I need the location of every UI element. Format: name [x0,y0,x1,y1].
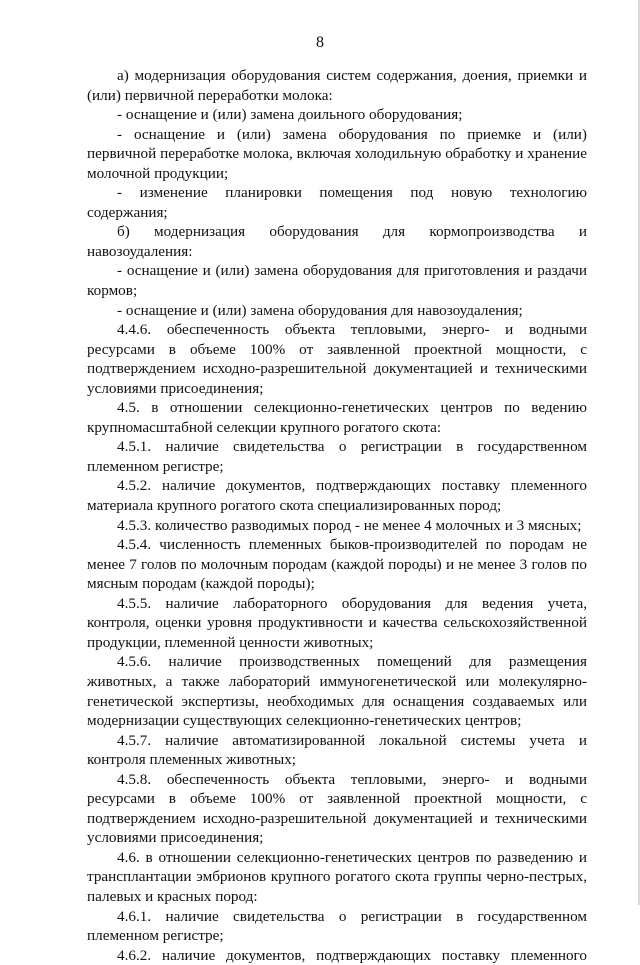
paragraph: а) модернизация оборудования систем содержания, доения, приемки и (или) первичной переработки молока: [87,67,587,104]
paragraph: - оснащение и (или) замена оборудования для навозоудаления; [117,301,523,319]
paragraph: 4.6.1. наличие свидетельства о регистрации в государственном племенном регистре; [87,907,587,945]
paragraph: 4.5.3. количество разводимых пород - не менее 4 молочных и 3 мясных; [117,516,582,534]
paragraph: - изменение планировки помещения под новую технологию содержания; [87,184,587,221]
document-body [87,66,587,965]
paragraph: - оснащение и (или) замена оборудования по приемке и (или) первичной переработке молока, включая холодильную обработку и хранение молочной продукции; [87,125,587,182]
paragraph: 4.5.8. обеспеченность объекта тепловыми, энерго- и водными ресурсами в объеме 100% от заявленной проектной мощности, с подтверждением исходно-разрешительной документацией и техническими условиями присоединения; [87,770,587,847]
page-number: 8 [316,34,324,51]
paragraph: 4.4.6. обеспеченность объекта тепловыми, энерго- и водными ресурсами в объеме 100% от заявленной проектной мощности, с подтверждением исходно-разрешительной документацией и техническими условиями присоединения; [87,321,587,397]
paragraph: 4.5. в отношении селекционно-генетических центров по ведению крупномасштабной селекции крупного рогатого скота: [87,399,587,436]
paragraph: 4.5.1. наличие свидетельства о регистрации в государственном племенном регистре; [87,438,587,475]
paragraph: 4.5.6. наличие производственных помещений для размещения животных, а также лабораторий иммуногенетической или молекулярно-генетической экспертизы, необходимых для оснащения создаваемых или модернизации существующих селекционно-генетических центров; [87,653,587,730]
paragraph: 4.5.4. численность племенных быков-производителей по породам не менее 7 голов по молочным породам (каждой породы) и не менее 3 голов по мясным породам (каждой породы); [87,536,587,593]
paragraph: - оснащение и (или) замена оборудования для приготовления и раздачи кормов; [87,262,587,300]
paragraph: - оснащение и (или) замена доильного оборудования; [117,106,463,124]
paragraph: б) модернизация оборудования для кормопроизводства и навозоудаления: [87,223,587,260]
paragraph: 4.5.7. наличие автоматизированной локальной системы учета и контроля племенных животных; [87,731,587,769]
paragraph: 4.6. в отношении селекционно-генетических центров по разведению и трансплантации эмбрионов крупного рогатого скота группы черно-пестрых, палевых и красных пород: [87,848,587,905]
paragraph: 4.5.5. наличие лабораторного оборудования для ведения учета, контроля, оценки уровня продуктивности и качества сельскохозяйственной продукции, племенной ценности животных; [87,594,587,651]
paragraph: 4.6.2. наличие документов, подтверждающих поставку племенного [117,946,587,964]
paragraph: 4.5.2. наличие документов, подтверждающих поставку племенного материала крупного рогатого скота специализированных пород; [87,477,587,515]
